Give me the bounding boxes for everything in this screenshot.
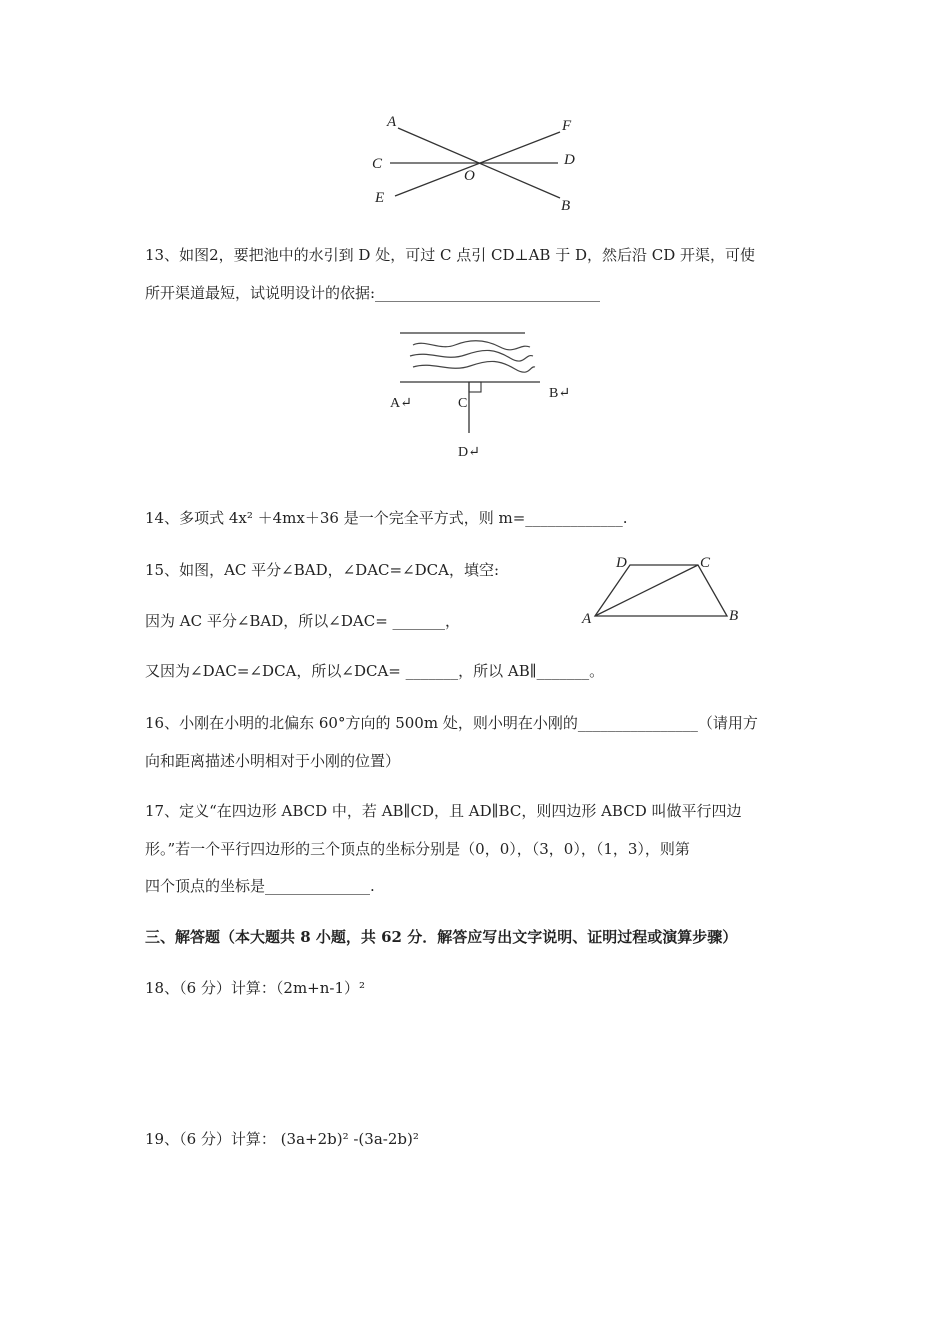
q17-line2: 形。”若一个平行四边形的三个顶点的坐标分别是（0，0），（3，0），（1，3），则第 [145,840,690,858]
water-wave-1 [413,341,530,350]
label-c: C [372,156,383,172]
section3-heading: 三、解答题（本大题共 8 小题，共 62 分．解答应写出文字说明、证明过程或演算步骤） [145,928,738,946]
q17-line1: 17、定义“在四边形 ABCD 中，若 AB∥CD，且 AD∥BC，则四边形 ABCD 叫做平行四边 [145,802,742,820]
label-c: C [700,555,711,571]
label-b: B↵ [549,386,571,401]
label-d: D [564,152,575,168]
water-wave-3 [413,361,535,372]
label-b: B [729,608,739,624]
label-a: A [387,114,397,130]
figure-intersecting-lines [360,110,590,220]
q15-line2: 因为 AC 平分∠BAD，所以∠DAC= _______， [145,612,461,630]
figure-pond-channel [385,325,575,465]
label-d: D↵ [458,445,480,460]
q13-line2: 所开渠道最短，试说明设计的依据:______________________________ [145,284,601,302]
water-wave-2 [410,350,533,361]
diagonal-ac [595,565,698,616]
label-a: A [582,611,592,627]
q14-line1: 14、多项式 4x² ＋4mx＋36 是一个完全平方式，则 m=_____________. [145,509,628,527]
label-o: O [464,168,475,184]
q15-line1: 15、如图，AC 平分∠BAD，∠DAC=∠DCA，填空: [145,561,500,579]
q13-line1: 13、如图2，要把池中的水引到 D 处，可过 C 点引 CD⊥AB 于 D，然后沿 CD 开渠，可使 [145,246,756,264]
right-angle-mark [469,382,481,392]
q16-line1: 16、小刚在小明的北偏东 60°方向的 500m 处，则小明在小刚的________________（请用方 [145,714,758,732]
label-c: C [458,396,468,411]
q15-line3: 又因为∠DAC=∠DCA，所以∠DCA= _______，所以 AB∥_______。 [145,662,605,680]
q16-line2: 向和距离描述小明相对于小刚的位置） [145,752,401,770]
label-f: F [562,118,572,134]
trapezoid-abcd [595,565,727,616]
q19-line1: 19、（6 分）计算： (3a+2b)² -(3a-2b)² [145,1130,419,1148]
label-b: B [561,198,571,214]
label-e: E [375,190,385,206]
label-a: A↵ [390,396,412,411]
q17-line3: 四个顶点的坐标是______________. [145,877,375,895]
q18-line1: 18、（6 分）计算：（2m+n-1）² [145,979,366,997]
label-d: D [616,555,627,571]
figure-trapezoid [578,550,748,630]
line-ef [395,132,560,196]
